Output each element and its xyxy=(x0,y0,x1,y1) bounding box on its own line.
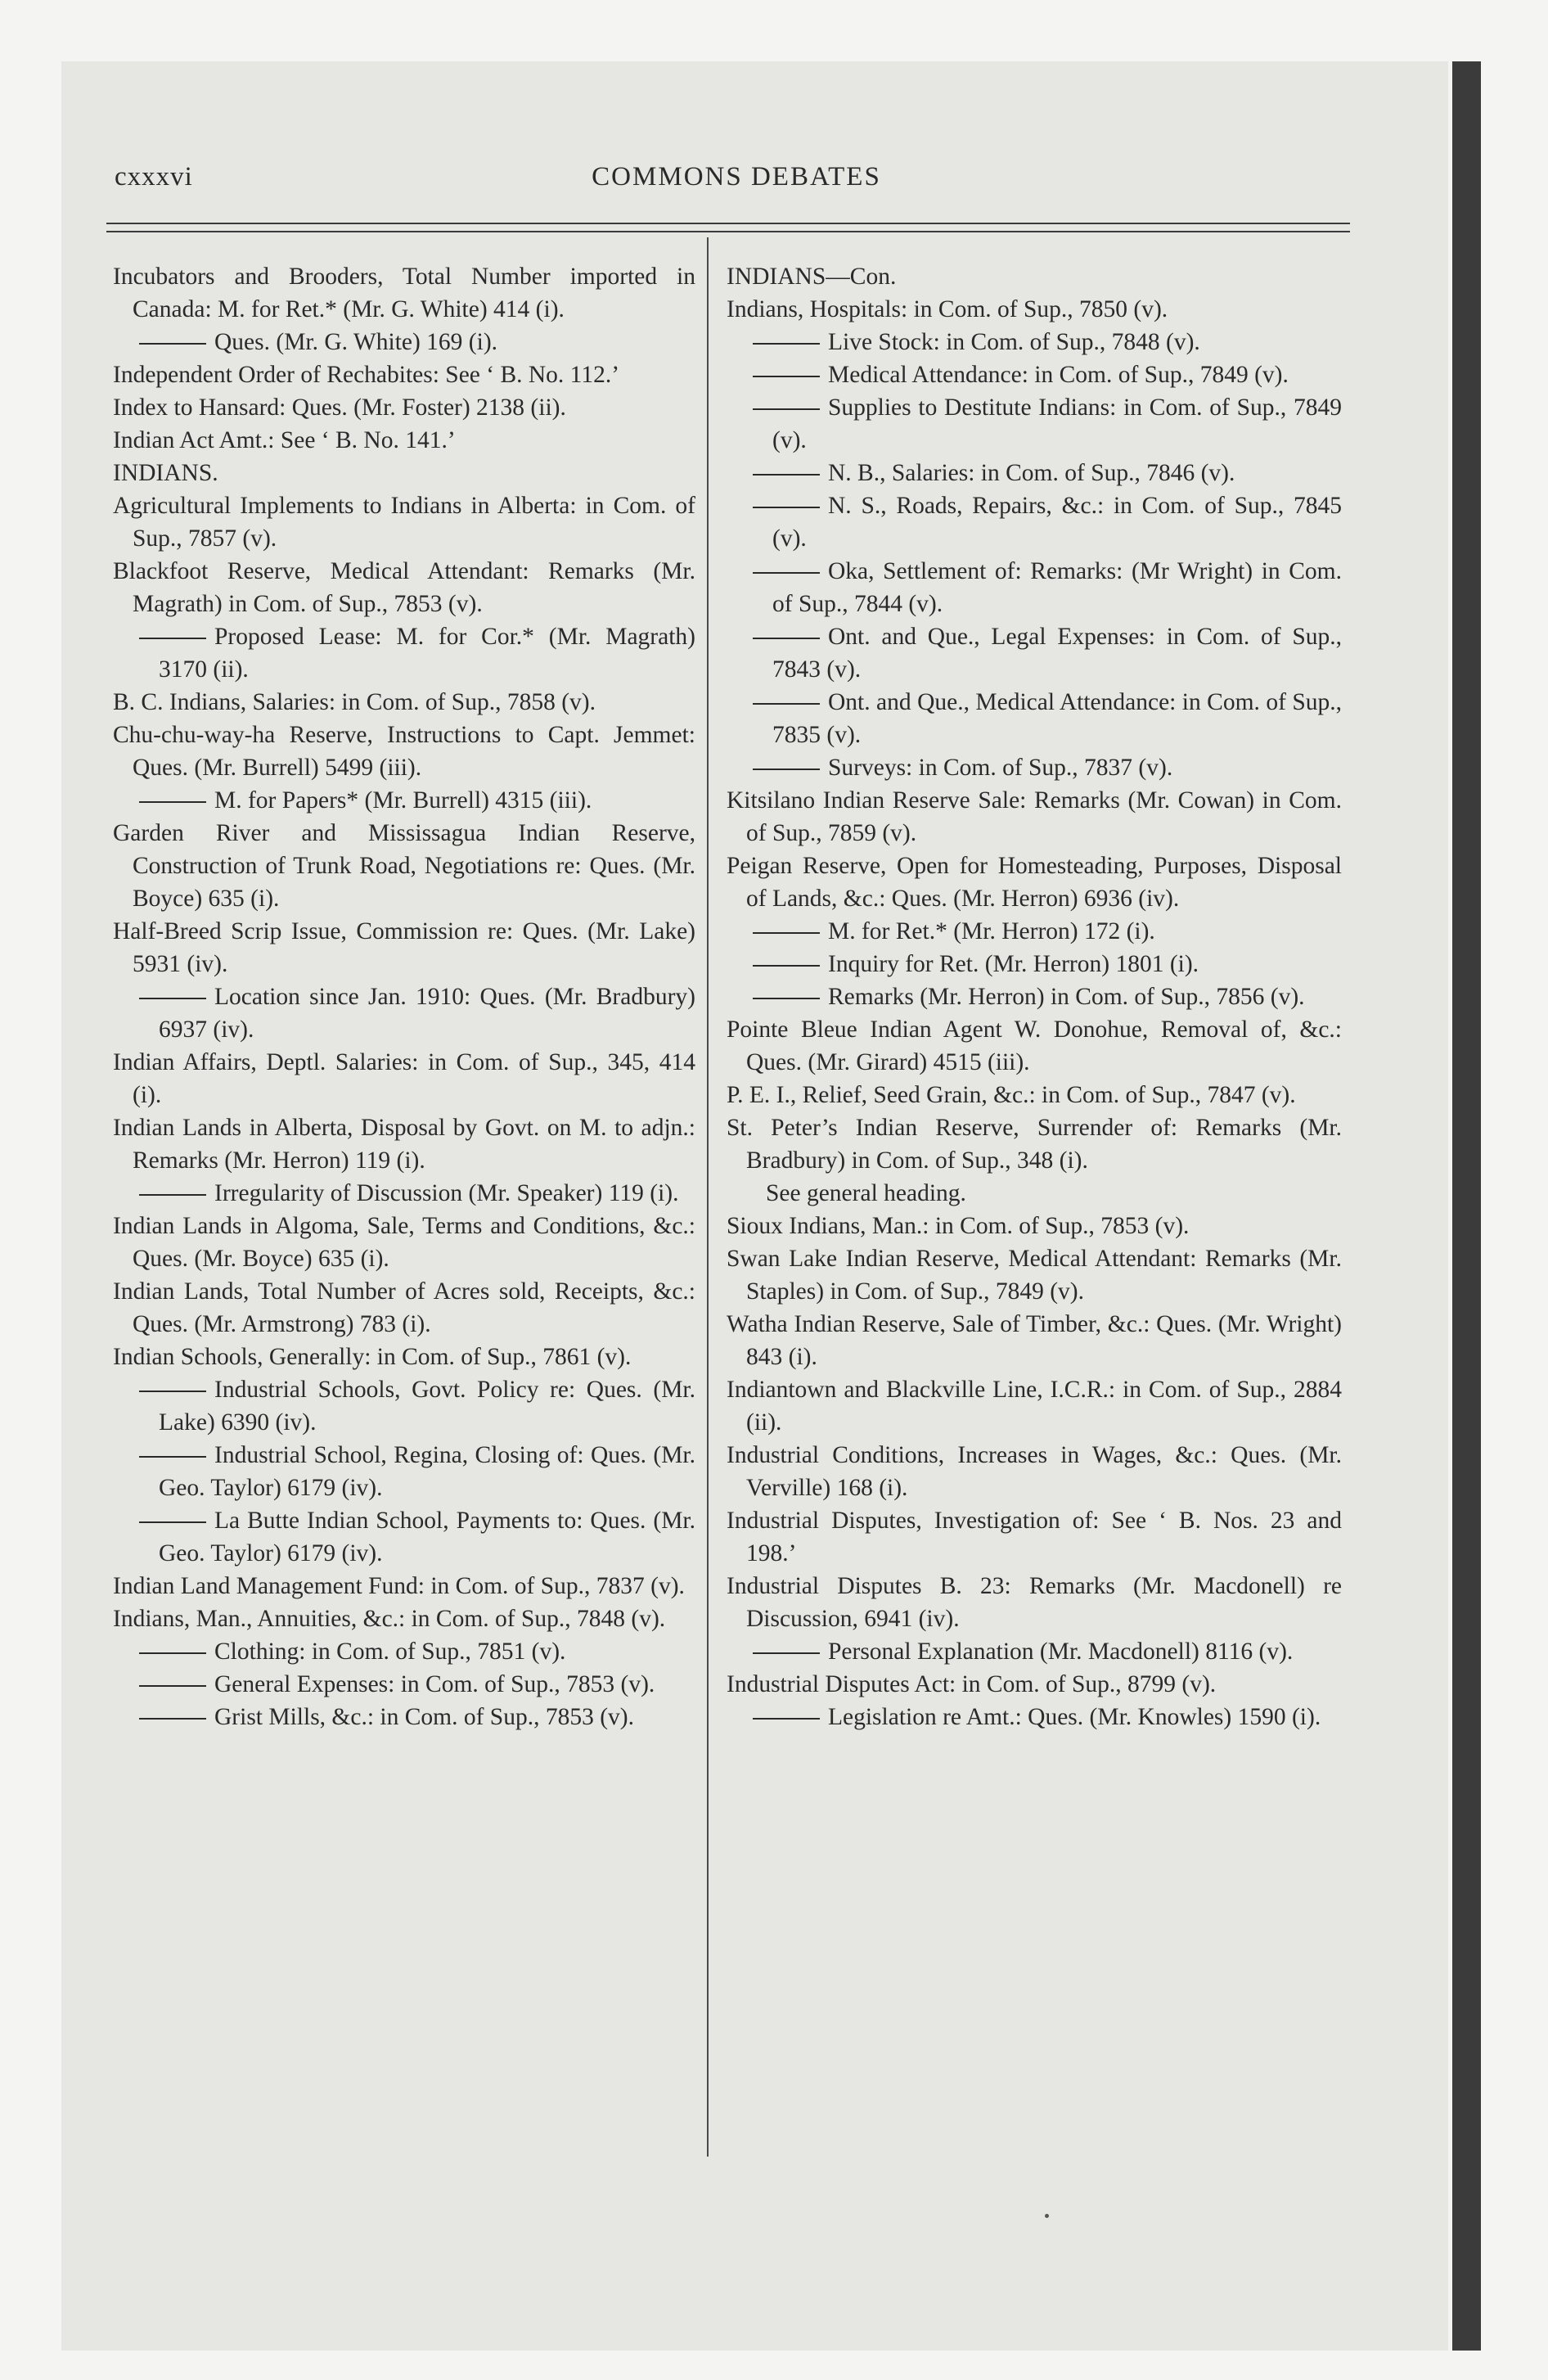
entry-text: Inquiry for Ret. (Mr. Herron) 1801 (i). xyxy=(828,951,1199,977)
repeat-dash xyxy=(753,703,820,705)
repeat-dash xyxy=(753,376,820,377)
column-divider xyxy=(707,237,709,2157)
index-entry xyxy=(113,1046,695,1111)
index-subentry xyxy=(727,948,1342,980)
page-edge-shadow xyxy=(1452,61,1481,2351)
entry-text: Remarks (Mr. Herron) in Com. of Sup., 7856 (v). xyxy=(828,984,1305,1010)
index-subentry xyxy=(727,915,1342,948)
section-heading xyxy=(113,457,695,489)
index-subentry xyxy=(113,1635,695,1668)
repeat-dash xyxy=(753,638,820,639)
repeat-dash xyxy=(753,769,820,770)
entry-text: INDIANS—Con. xyxy=(727,264,897,290)
entry-text: Location since Jan. 1910: Ques. (Mr. Bradbury) 6937 (iv). xyxy=(159,984,695,1043)
index-subentry xyxy=(113,1668,695,1701)
index-subentry xyxy=(727,489,1342,555)
speck-mark xyxy=(1045,2214,1049,2218)
entry-text: See general heading. xyxy=(766,1180,966,1206)
index-subentry xyxy=(727,358,1342,391)
entry-text: Oka, Settlement of: Remarks: (Mr Wright) in Com. of Sup., 7844 (v). xyxy=(772,558,1342,617)
index-subentry xyxy=(113,620,695,686)
index-entry xyxy=(113,1210,695,1275)
index-entry xyxy=(113,1341,695,1373)
index-subentry xyxy=(113,1439,695,1504)
index-entry xyxy=(727,1570,1342,1635)
entry-text: Legislation re Amt.: Ques. (Mr. Knowles) 1590 (i). xyxy=(828,1704,1321,1730)
entry-text: Incubators and Brooders, Total Number imported in Canada: M. for Ret.* (Mr. G. White) 414 (i). xyxy=(113,264,695,322)
entry-text: Indian Land Management Fund: in Com. of Sup., 7837 (v). xyxy=(113,1573,685,1599)
entry-text: M. for Papers* (Mr. Burrell) 4315 (iii). xyxy=(214,787,592,814)
entry-text: Indians, Man., Annuities, &c.: in Com. of Sup., 7848 (v). xyxy=(113,1606,666,1632)
index-subentry xyxy=(113,980,695,1046)
entry-text: Indians, Hospitals: in Com. of Sup., 7850 (v). xyxy=(727,296,1168,322)
repeat-dash xyxy=(139,1521,206,1523)
repeat-dash xyxy=(753,408,820,410)
repeat-dash xyxy=(139,1194,206,1196)
index-entry xyxy=(113,424,695,457)
entry-text: Industrial Conditions, Increases in Wages, &c.: Ques. (Mr. Verville) 168 (i). xyxy=(727,1442,1342,1501)
index-entry xyxy=(113,555,695,620)
entry-text: Indian Lands in Algoma, Sale, Terms and Conditions, &c.: Ques. (Mr. Boyce) 635 (i). xyxy=(113,1213,695,1272)
index-subentry xyxy=(113,1504,695,1570)
index-entry xyxy=(113,1275,695,1341)
entry-text: Irregularity of Discussion (Mr. Speaker) 119 (i). xyxy=(214,1180,679,1206)
entry-text: Indian Lands, Total Number of Acres sold, Receipts, &c.: Ques. (Mr. Armstrong) 783 (i). xyxy=(113,1278,695,1337)
index-entry xyxy=(727,1668,1342,1701)
index-entry xyxy=(113,1111,695,1177)
index-subentry xyxy=(727,326,1342,358)
entry-text: Supplies to Destitute Indians: in Com. of Sup., 7849 (v). xyxy=(772,394,1342,453)
entry-text: Ont. and Que., Medical Attendance: in Com. of Sup., 7835 (v). xyxy=(772,689,1342,748)
entry-text: Blackfoot Reserve, Medical Attendant: Remarks (Mr. Magrath) in Com. of Sup., 7853 (v). xyxy=(113,558,695,617)
entry-text: Surveys: in Com. of Sup., 7837 (v). xyxy=(828,755,1173,781)
index-subentry xyxy=(727,980,1342,1013)
entry-text: Industrial Schools, Govt. Policy re: Ques. (Mr. Lake) 6390 (iv). xyxy=(159,1377,695,1436)
entry-text: Industrial Disputes Act: in Com. of Sup., 8799 (v). xyxy=(727,1671,1217,1697)
index-entry xyxy=(727,293,1342,326)
index-subentry xyxy=(727,555,1342,620)
entry-text: Ont. and Que., Legal Expenses: in Com. of Sup., 7843 (v). xyxy=(772,624,1342,683)
entry-text: INDIANS. xyxy=(113,460,218,486)
entry-text: N. S., Roads, Repairs, &c.: in Com. of Sup., 7845 (v). xyxy=(772,493,1342,552)
header-rule-top xyxy=(106,223,1350,224)
index-subentry xyxy=(727,457,1342,489)
entry-text: Independent Order of Rechabites: See ‘ B. No. 112.’ xyxy=(113,362,620,388)
index-entry xyxy=(727,1439,1342,1504)
index-subentry xyxy=(113,784,695,817)
repeat-dash xyxy=(139,998,206,999)
index-entry xyxy=(727,1373,1342,1439)
repeat-dash xyxy=(753,572,820,574)
entry-text: Pointe Bleue Indian Agent W. Donohue, Removal of, &c.: Ques. (Mr. Girard) 4515 (iii). xyxy=(727,1016,1342,1075)
entry-text: Half-Breed Scrip Issue, Commission re: Ques. (Mr. Lake) 5931 (iv). xyxy=(113,918,695,977)
index-subentry xyxy=(113,1177,695,1210)
cross-reference xyxy=(727,1177,1342,1210)
index-subentry xyxy=(727,751,1342,784)
index-entry xyxy=(727,1308,1342,1373)
index-entry xyxy=(727,784,1342,850)
entry-text: Indian Affairs, Deptl. Salaries: in Com. of Sup., 345, 414 (i). xyxy=(113,1049,695,1108)
entry-text: Garden River and Mississagua Indian Reserve, Construction of Trunk Road, Negotiations re: Ques. (Mr. Boyce) 635 (i). xyxy=(113,820,695,912)
page-header xyxy=(115,162,1358,203)
repeat-dash xyxy=(139,1391,206,1392)
section-heading xyxy=(727,260,1342,293)
repeat-dash xyxy=(753,998,820,999)
entry-text: Watha Indian Reserve, Sale of Timber, &c.: Ques. (Mr. Wright) 843 (i). xyxy=(727,1311,1342,1370)
repeat-dash xyxy=(139,1718,206,1720)
entry-text: Chu-chu-way-ha Reserve, Instructions to Capt. Jemmet: Ques. (Mr. Burrell) 5499 (iii). xyxy=(113,722,695,781)
index-subentry xyxy=(727,686,1342,751)
repeat-dash xyxy=(753,1652,820,1654)
entry-text: Kitsilano Indian Reserve Sale: Remarks (Mr. Cowan) in Com. of Sup., 7859 (v). xyxy=(727,787,1342,846)
index-entry xyxy=(727,1111,1342,1177)
repeat-dash xyxy=(139,1685,206,1687)
index-entry xyxy=(113,1602,695,1635)
repeat-dash xyxy=(753,343,820,345)
entry-text: B. C. Indians, Salaries: in Com. of Sup., 7858 (v). xyxy=(113,689,596,715)
entry-text: Indian Schools, Generally: in Com. of Sup., 7861 (v). xyxy=(113,1344,632,1370)
index-entry xyxy=(113,391,695,424)
page-title: COMMONS DEBATES xyxy=(592,162,881,192)
entry-text: General Expenses: in Com. of Sup., 7853 (v). xyxy=(214,1671,655,1697)
repeat-dash xyxy=(139,638,206,639)
index-entry xyxy=(113,817,695,915)
entry-text: Live Stock: in Com. of Sup., 7848 (v). xyxy=(828,329,1200,355)
entry-text: Clothing: in Com. of Sup., 7851 (v). xyxy=(214,1639,566,1665)
index-entry xyxy=(727,1504,1342,1570)
repeat-dash xyxy=(139,1456,206,1458)
index-entry xyxy=(113,260,695,326)
index-entry xyxy=(113,489,695,555)
repeat-dash xyxy=(753,932,820,934)
index-subentry xyxy=(727,1635,1342,1668)
page-number: cxxxvi xyxy=(115,162,193,192)
entry-text: Industrial Disputes, Investigation of: See ‘ B. Nos. 23 and 198.’ xyxy=(727,1508,1342,1566)
repeat-dash xyxy=(139,343,206,345)
right-column xyxy=(727,260,1342,1733)
left-column xyxy=(113,260,695,1733)
entry-text: Index to Hansard: Ques. (Mr. Foster) 2138 (ii). xyxy=(113,394,566,421)
index-entry xyxy=(113,915,695,980)
entry-text: Indian Lands in Alberta, Disposal by Govt. on M. to adjn.: Remarks (Mr. Herron) 119 (i). xyxy=(113,1115,695,1174)
repeat-dash xyxy=(753,507,820,508)
entry-text: La Butte Indian School, Payments to: Ques. (Mr. Geo. Taylor) 6179 (iv). xyxy=(159,1508,695,1566)
entry-text: Swan Lake Indian Reserve, Medical Attendant: Remarks (Mr. Staples) in Com. of Sup., 7849 (v). xyxy=(727,1246,1342,1305)
entry-text: Industrial Disputes B. 23: Remarks (Mr. Macdonell) re Discussion, 6941 (iv). xyxy=(727,1573,1342,1632)
entry-text: Indian Act Amt.: See ‘ B. No. 141.’ xyxy=(113,427,456,453)
index-entry xyxy=(113,719,695,784)
entry-text: St. Peter’s Indian Reserve, Surrender of: Remarks (Mr. Bradbury) in Com. of Sup., 348 (i). xyxy=(727,1115,1342,1174)
entry-text: M. for Ret.* (Mr. Herron) 172 (i). xyxy=(828,918,1155,944)
index-entry xyxy=(727,1079,1342,1111)
index-subentry xyxy=(727,1701,1342,1733)
index-subentry xyxy=(113,1373,695,1439)
header-rule-bottom xyxy=(106,231,1350,232)
entry-text: Peigan Reserve, Open for Homesteading, Purposes, Disposal of Lands, &c.: Ques. (Mr. Herron) 6936 (iv). xyxy=(727,853,1342,912)
index-entry xyxy=(727,1242,1342,1308)
index-entry xyxy=(113,1570,695,1602)
index-entry xyxy=(113,686,695,719)
entry-text: Personal Explanation (Mr. Macdonell) 8116 (v). xyxy=(828,1639,1294,1665)
index-subentry xyxy=(727,391,1342,457)
index-subentry xyxy=(727,620,1342,686)
entry-text: Indiantown and Blackville Line, I.C.R.: in Com. of Sup., 2884 (ii). xyxy=(727,1377,1342,1436)
repeat-dash xyxy=(753,965,820,967)
index-subentry xyxy=(113,1701,695,1733)
entry-text: Medical Attendance: in Com. of Sup., 7849 (v). xyxy=(828,362,1289,388)
entry-text: Proposed Lease: M. for Cor.* (Mr. Magrath) 3170 (ii). xyxy=(159,624,695,683)
repeat-dash xyxy=(139,1652,206,1654)
entry-text: P. E. I., Relief, Seed Grain, &c.: in Com. of Sup., 7847 (v). xyxy=(727,1082,1296,1108)
entry-text: Ques. (Mr. G. White) 169 (i). xyxy=(214,329,498,355)
index-entry xyxy=(727,850,1342,915)
repeat-dash xyxy=(753,474,820,476)
index-entry xyxy=(727,1210,1342,1242)
entry-text: Agricultural Implements to Indians in Alberta: in Com. of Sup., 7857 (v). xyxy=(113,493,695,552)
entry-text: N. B., Salaries: in Com. of Sup., 7846 (v). xyxy=(828,460,1235,486)
entry-text: Sioux Indians, Man.: in Com. of Sup., 7853 (v). xyxy=(727,1213,1190,1239)
index-entry xyxy=(113,358,695,391)
entry-text: Grist Mills, &c.: in Com. of Sup., 7853 (v). xyxy=(214,1704,634,1730)
entry-text: Industrial School, Regina, Closing of: Ques. (Mr. Geo. Taylor) 6179 (iv). xyxy=(159,1442,695,1501)
index-subentry xyxy=(113,326,695,358)
repeat-dash xyxy=(139,801,206,803)
repeat-dash xyxy=(753,1718,820,1720)
index-entry xyxy=(727,1013,1342,1079)
